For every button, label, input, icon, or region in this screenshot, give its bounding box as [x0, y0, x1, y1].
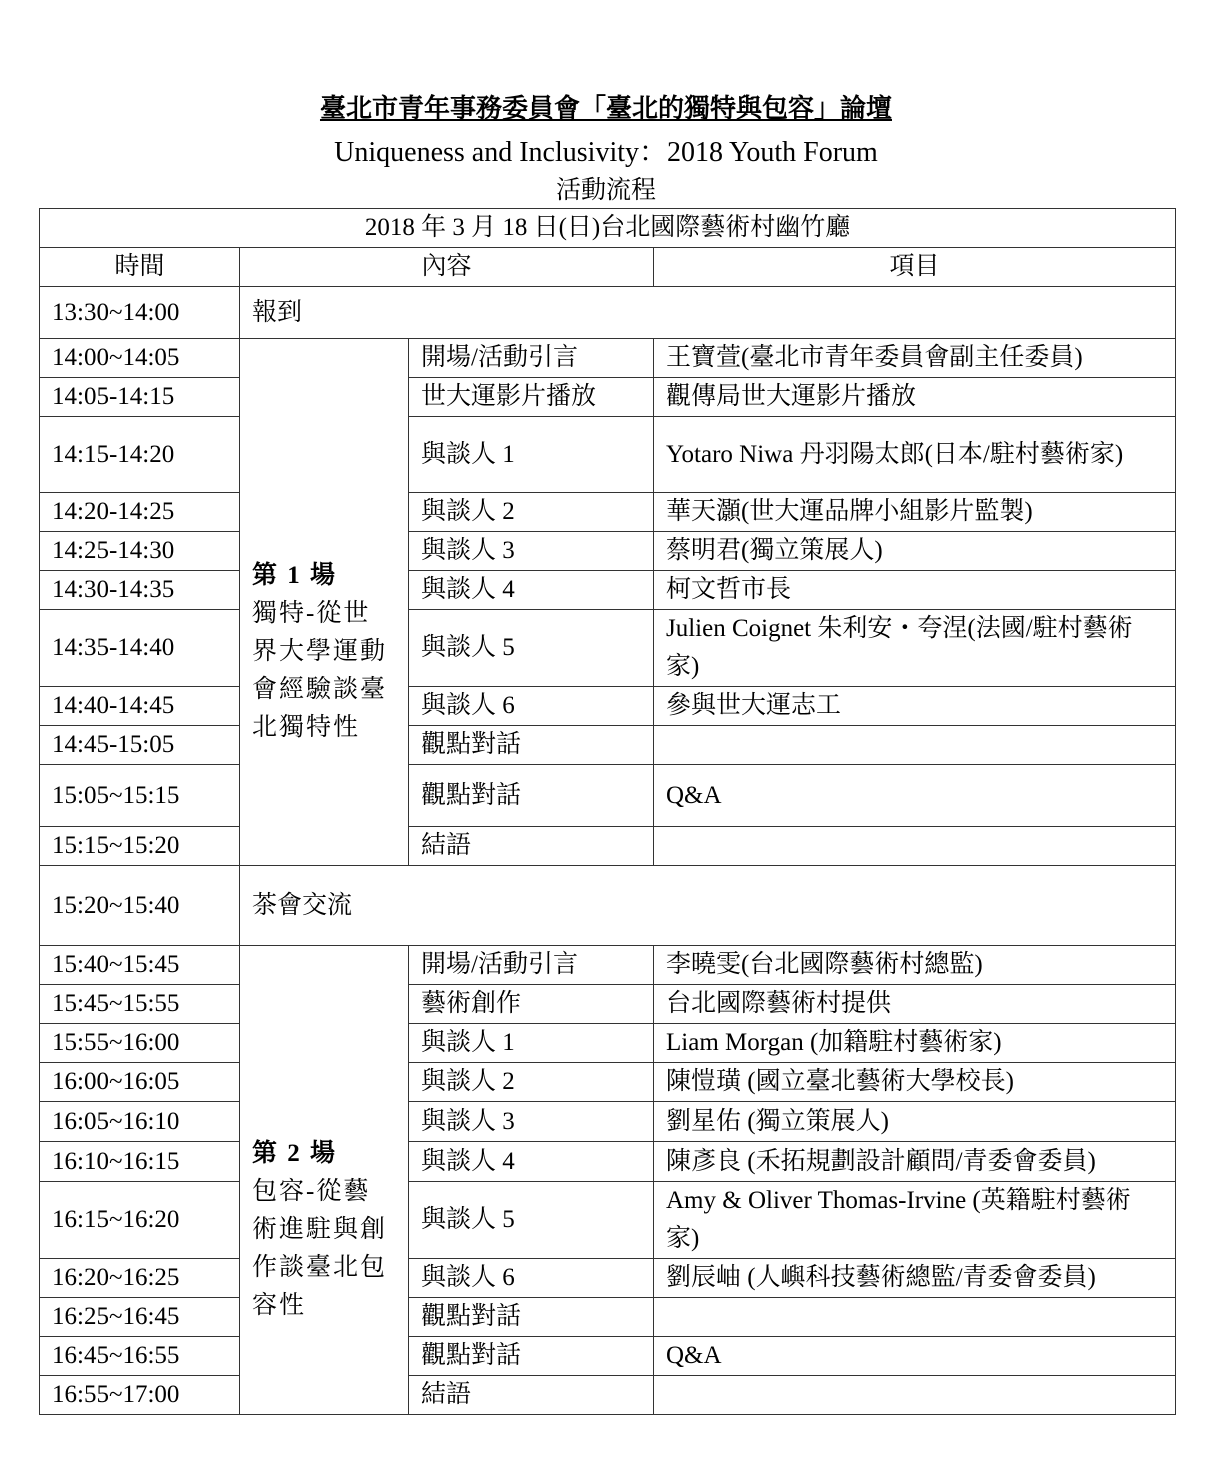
content-cell: 與談人 2 — [409, 493, 654, 532]
table-row — [40, 1142, 1176, 1182]
item-cell: Q&A — [654, 1337, 1176, 1376]
session-topic: 包容-從藝術進駐與創作談臺北包容性 — [252, 1178, 388, 1319]
time-cell: 13:30~14:00 — [40, 287, 240, 339]
content-cell: 與談人 6 — [409, 687, 654, 726]
header-row — [40, 248, 1176, 287]
table-row — [40, 1337, 1176, 1376]
session-topic: 獨特-從世界大學運動會經驗談臺北獨特性 — [252, 600, 388, 741]
content-cell: 開場/活動引言 — [409, 946, 654, 985]
table-row — [40, 378, 1176, 417]
session-cell — [240, 946, 409, 1415]
time-cell: 14:40-14:45 — [40, 687, 240, 726]
table-row — [40, 765, 1176, 827]
tea-row — [40, 866, 1176, 946]
content-cell: 與談人 3 — [409, 1102, 654, 1142]
table-row — [40, 946, 1176, 985]
item-cell: 台北國際藝術村提供 — [654, 985, 1176, 1024]
time-cell: 16:20~16:25 — [40, 1259, 240, 1298]
content-cell: 與談人 2 — [409, 1063, 654, 1102]
item-cell: 陳愷璜 (國立臺北藝術大學校長) — [654, 1063, 1176, 1102]
time-cell: 14:00~14:05 — [40, 339, 240, 378]
document-subtitle: Uniqueness and Inclusivity：2018 Youth Forum — [334, 137, 878, 168]
session-cell — [240, 339, 409, 866]
content-cell: 與談人 4 — [409, 1142, 654, 1182]
content-cell: 與談人 3 — [409, 532, 654, 571]
item-cell: Q&A — [654, 765, 1176, 827]
schedule-table — [39, 208, 1176, 1415]
time-cell: 15:40~15:45 — [40, 946, 240, 985]
table-row — [40, 726, 1176, 765]
item-cell — [654, 1376, 1176, 1415]
date-location-row — [40, 209, 1176, 248]
content-cell: 與談人 1 — [409, 417, 654, 493]
item-cell: Liam Morgan (加籍駐村藝術家) — [654, 1024, 1176, 1063]
table-row — [40, 1024, 1176, 1063]
content-cell: 藝術創作 — [409, 985, 654, 1024]
registration-row — [40, 287, 1176, 339]
item-cell: 李曉雯(台北國際藝術村總監) — [654, 946, 1176, 985]
time-cell: 15:20~15:40 — [40, 866, 240, 946]
item-cell — [654, 827, 1176, 866]
content-cell: 與談人 4 — [409, 571, 654, 610]
schedule-heading: 活動流程 — [555, 177, 656, 204]
table-row — [40, 417, 1176, 493]
time-cell: 14:35-14:40 — [40, 610, 240, 687]
content-cell: 觀點對話 — [409, 726, 654, 765]
time-cell: 14:05-14:15 — [40, 378, 240, 417]
time-cell: 16:10~16:15 — [40, 1142, 240, 1182]
item-cell: 參與世大運志工 — [654, 687, 1176, 726]
item-cell: 華天灝(世大運品牌小組影片監製) — [654, 493, 1176, 532]
time-cell: 14:15-14:20 — [40, 417, 240, 493]
item-cell: Julien Coignet 朱利安・夸涅(法國/駐村藝術家) — [654, 610, 1176, 687]
table-row — [40, 571, 1176, 610]
table-row — [40, 1259, 1176, 1298]
content-cell: 與談人 5 — [409, 610, 654, 687]
session-name: 第 2 場 — [252, 1140, 338, 1167]
content-cell: 開場/活動引言 — [409, 339, 654, 378]
content-cell: 與談人 1 — [409, 1024, 654, 1063]
time-cell: 15:15~15:20 — [40, 827, 240, 866]
item-cell: 柯文哲市長 — [654, 571, 1176, 610]
item-cell: Yotaro Niwa 丹羽陽太郎(日本/駐村藝術家) — [654, 417, 1176, 493]
table-row — [40, 1102, 1176, 1142]
session-name: 第 1 場 — [252, 562, 338, 589]
content-cell: 結語 — [409, 1376, 654, 1415]
item-cell: 觀傳局世大運影片播放 — [654, 378, 1176, 417]
header-content: 內容 — [240, 248, 654, 287]
time-cell: 15:45~15:55 — [40, 985, 240, 1024]
item-cell: 蔡明君(獨立策展人) — [654, 532, 1176, 571]
table-row — [40, 610, 1176, 687]
content-cell: 結語 — [409, 827, 654, 866]
table-row — [40, 1376, 1176, 1415]
time-cell: 16:00~16:05 — [40, 1063, 240, 1102]
table-row — [40, 1182, 1176, 1259]
title-text: 臺北市青年事務委員會「臺北的獨特與包容」論壇 — [319, 94, 892, 123]
time-cell: 15:55~16:00 — [40, 1024, 240, 1063]
content-cell: 與談人 5 — [409, 1182, 654, 1259]
time-cell: 14:45-15:05 — [40, 726, 240, 765]
content-cell: 世大運影片播放 — [409, 378, 654, 417]
content-cell: 觀點對話 — [409, 765, 654, 827]
time-cell: 16:55~17:00 — [40, 1376, 240, 1415]
header-item: 項目 — [654, 248, 1176, 287]
time-cell: 16:25~16:45 — [40, 1298, 240, 1337]
time-cell: 16:45~16:55 — [40, 1337, 240, 1376]
time-cell: 15:05~15:15 — [40, 765, 240, 827]
item-cell: 陳彥良 (禾拓規劃設計顧問/青委會委員) — [654, 1142, 1176, 1182]
content-cell: 與談人 6 — [409, 1259, 654, 1298]
item-cell: 劉辰岫 (人嶼科技藝術總監/青委會委員) — [654, 1259, 1176, 1298]
item-cell — [654, 1298, 1176, 1337]
time-cell: 16:15~16:20 — [40, 1182, 240, 1259]
table-row — [40, 532, 1176, 571]
item-cell: 劉星佑 (獨立策展人) — [654, 1102, 1176, 1142]
content-cell: 觀點對話 — [409, 1298, 654, 1337]
content-cell: 觀點對話 — [409, 1337, 654, 1376]
table-row — [40, 1063, 1176, 1102]
tea-label: 茶會交流 — [240, 866, 1176, 946]
table-row — [40, 493, 1176, 532]
time-cell: 14:20-14:25 — [40, 493, 240, 532]
registration-label: 報到 — [240, 287, 1176, 339]
date-location: 2018 年 3 月 18 日(日)台北國際藝術村幽竹廳 — [40, 209, 1176, 248]
time-cell: 14:25-14:30 — [40, 532, 240, 571]
table-row — [40, 985, 1176, 1024]
item-cell: Amy & Oliver Thomas-Irvine (英籍駐村藝術家) — [654, 1182, 1176, 1259]
time-cell: 14:30-14:35 — [40, 571, 240, 610]
item-cell: 王寶萱(臺北市青年委員會副主任委員) — [654, 339, 1176, 378]
table-row — [40, 339, 1176, 378]
item-cell — [654, 726, 1176, 765]
header-time: 時間 — [40, 248, 240, 287]
document-title — [0, 88, 1212, 125]
table-row — [40, 687, 1176, 726]
table-row — [40, 1298, 1176, 1337]
time-cell: 16:05~16:10 — [40, 1102, 240, 1142]
table-row — [40, 827, 1176, 866]
